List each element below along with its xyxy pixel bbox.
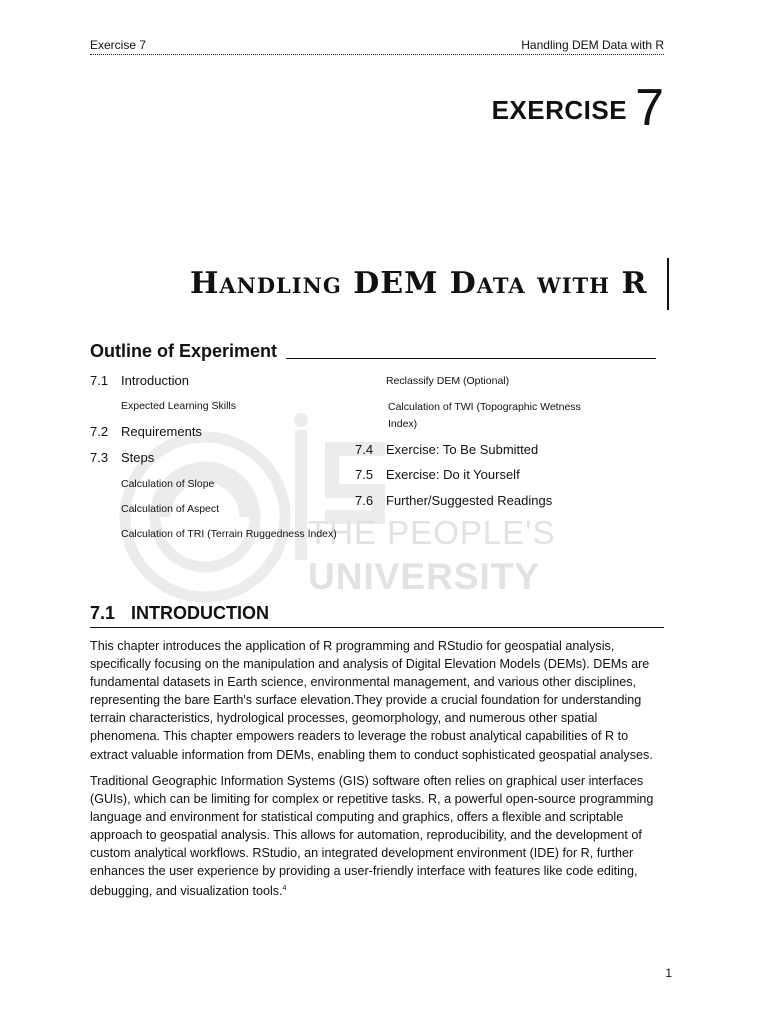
outline-item-number: 7.4 xyxy=(355,442,374,457)
section-heading-rule xyxy=(90,627,664,628)
chapter-title: Handling DEM Data with R xyxy=(190,266,648,301)
outline-item-label: Further/Suggested Readings xyxy=(386,493,553,508)
outline-item-label: Exercise: To Be Submitted xyxy=(386,442,539,457)
outline-item-7-1 xyxy=(90,373,189,388)
exercise-word: EXERCISE xyxy=(491,95,628,125)
outline-item-7-2 xyxy=(90,424,202,439)
outline-item-number: 7.5 xyxy=(355,467,374,482)
exercise-number: 7 xyxy=(635,79,664,137)
title-vertical-bar xyxy=(667,258,669,310)
watermark-line-1: THE PEOPLE'S xyxy=(308,514,556,551)
outline-item-7-6 xyxy=(355,493,552,508)
section-heading xyxy=(90,603,269,624)
outline-subitem: Reclassify DEM (Optional) xyxy=(386,375,510,387)
footnote-reference: 4 xyxy=(282,885,287,893)
exercise-heading xyxy=(492,78,664,138)
outline-item-7-3 xyxy=(90,450,154,465)
outline-item-label: Exercise: Do it Yourself xyxy=(386,467,520,482)
section-body xyxy=(90,637,668,909)
outline-item-number: 7.6 xyxy=(355,493,374,508)
outline-subitem: Index) xyxy=(388,418,418,430)
page-number: 1 xyxy=(665,966,672,980)
body-paragraph-text: Traditional Geographic Information Systems (GIS) software often relies on graphical user interfaces (GUIs), which can be limiting for complex or repetitive tasks. R, a powerful open-source programming language and environment for statistical computing and graphics, offers a flexible and scriptable approach to geospatial analysis. This allows for automation, reproducibility, and the development of custom analytical workflows. RStudio, an integrated development environment (IDE) for R, further enhances the user experience by providing a user-friendly interface with features like code editing, debugging, and visualization tools. xyxy=(90,773,654,899)
body-paragraph xyxy=(90,772,668,901)
outline-subitem: Calculation of TWI (Topographic Wetness xyxy=(388,401,581,413)
body-paragraph: This chapter introduces the application of R programming and RStudio for geospatial analysis, specifically focusing on the manipulation and analysis of Digital Elevation Models (DEMs). DEMs are fundamental datasets in Earth science, environmental management, and various other disciplines, representing the bare Earth's surface elevation.They provide a crucial foundation for understanding terrain characteristics, hydrological processes, geomorphology, and numerous other spatial phenomena. This chapter empowers readers to leverage the robust analytical capabilities of R to extract valuable information from DEMs, enabling them to conduct sophisticated geospatial analyses. xyxy=(90,639,653,762)
section-number: 7.1 xyxy=(90,603,116,623)
outline-item-number: 7.1 xyxy=(90,373,109,388)
outline-item-7-4 xyxy=(355,442,538,457)
outline-item-label: Requirements xyxy=(121,424,202,439)
outline-subitem: Calculation of Aspect xyxy=(121,503,220,515)
section-title: INTRODUCTION xyxy=(131,603,269,623)
running-header-left: Exercise 7 xyxy=(90,38,147,52)
outline-item-label: Introduction xyxy=(121,373,189,388)
outline-subitem: Expected Learning Skills xyxy=(121,400,236,412)
outline-title: Outline of Experiment xyxy=(90,341,278,361)
outline-subitem: Calculation of Slope xyxy=(121,478,215,490)
outline-item-number: 7.3 xyxy=(90,450,109,465)
outline-subitem: Calculation of TRI (Terrain Ruggedness Index) xyxy=(121,528,337,540)
running-header-right: Handling DEM Data with R xyxy=(521,38,664,52)
outline-item-number: 7.2 xyxy=(90,424,109,439)
outline-title-rule xyxy=(286,358,656,359)
outline-item-7-5 xyxy=(355,467,520,482)
watermark-line-2: UNIVERSITY xyxy=(308,556,541,597)
header-dotted-rule xyxy=(90,54,664,55)
outline-item-label: Steps xyxy=(121,450,155,465)
